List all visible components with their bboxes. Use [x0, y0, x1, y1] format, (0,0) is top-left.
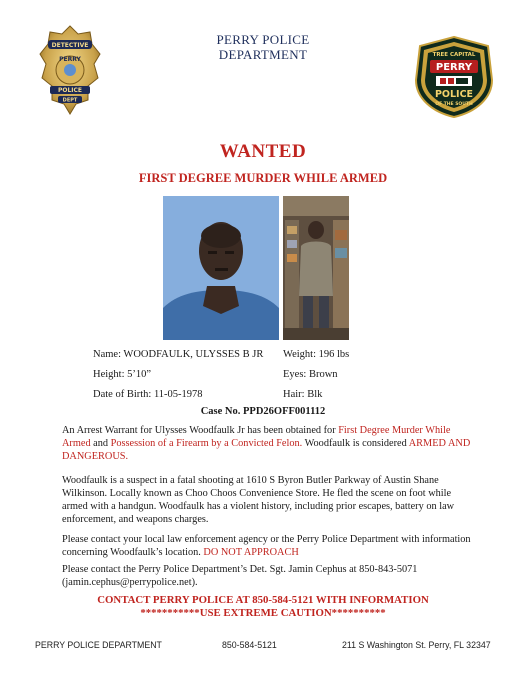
department-line-1: PERRY POLICE [216, 32, 310, 47]
warrant-text-2: and [90, 438, 111, 449]
badge-bottom-text: DEPT [62, 97, 78, 104]
perry-police-patch-icon [414, 36, 494, 118]
detective-contact-paragraph: Please contact the Perry Police Department’s Det. Sgt. Jamin Cephus at 850-843-5071 (jamin.cephus@perrypolice.net). [62, 564, 418, 588]
charge-title: FIRST DEGREE MURDER WHILE ARMED [138, 171, 388, 185]
department-line-2: DEPARTMENT [218, 47, 308, 62]
charge-firearm-text: Possession of a Firearm by a Convicted Felon. [110, 438, 303, 449]
suspect-name: Name: WOODFAULK, ULYSSES B JR [93, 349, 264, 360]
wanted-title: WANTED [219, 141, 307, 162]
suspect-hair: Hair: Blk [283, 389, 323, 400]
contact-line-1: CONTACT PERRY POLICE AT 850-584-5121 WITH INFORMATION [97, 594, 429, 606]
patch-top-text: TREE CAPITAL [432, 52, 476, 58]
mugshot-photo [163, 196, 279, 340]
footer-address: 211 S Washington St. Perry, FL 32347 [342, 640, 491, 650]
contact-agency-paragraph [62, 533, 472, 559]
contact-agency-text: Please contact your local law enforcement agency or the Perry Police Department with information concerning Woodfaulk’s location. [62, 534, 471, 558]
patch-mid-text: PERRY [435, 62, 473, 73]
suspect-weight: Weight: 196 lbs [283, 349, 350, 360]
warrant-text-1: An Arrest Warrant for Ulysses Woodfaulk Jr has been obtained for [62, 425, 339, 436]
detective-badge-icon [38, 24, 102, 116]
suspect-height: Height: 5’10” [93, 369, 152, 380]
patch-low-text: POLICE [434, 89, 474, 100]
charge-murder-text: First Degree Murder While Armed [62, 425, 451, 449]
suspect-dob: Date of Birth: 11-05-1978 [93, 389, 203, 400]
footer-department: PERRY POLICE DEPARTMENT [35, 640, 162, 650]
armed-dangerous-text: ARMED AND DANGEROUS. [62, 438, 471, 462]
warrant-paragraph [62, 424, 472, 463]
contact-banner [0, 594, 526, 619]
suspect-eyes: Eyes: Brown [283, 369, 338, 380]
badge-top-text: DETECTIVE [51, 42, 89, 49]
badge-low-text: POLICE [57, 87, 83, 94]
footer-phone: 850-584-5121 [222, 640, 277, 650]
badge-mid-text: PERRY [59, 56, 81, 63]
warrant-text-3: Woodfaulk is considered [302, 438, 409, 449]
do-not-approach-text: DO NOT APPROACH [203, 547, 299, 558]
case-number: Case No. PPD26OFF001112 [200, 406, 326, 417]
patch-bottom-text: OF THE SOUTH [435, 102, 473, 107]
contact-line-2: ***********USE EXTREME CAUTION********** [140, 606, 386, 619]
incident-paragraph: Woodfaulk is a suspect in a fatal shooting at 1610 S Byron Butler Parkway of Austin Shane Wilkinson. Locally known as Choo Choos Convenience Store. He fled the scene on foot while armed with a handgun. Woodfaulk has a violent history, including prior escapes, battery on law enforcement, and weapons charges. [62, 475, 455, 525]
surveillance-photo [283, 196, 349, 340]
